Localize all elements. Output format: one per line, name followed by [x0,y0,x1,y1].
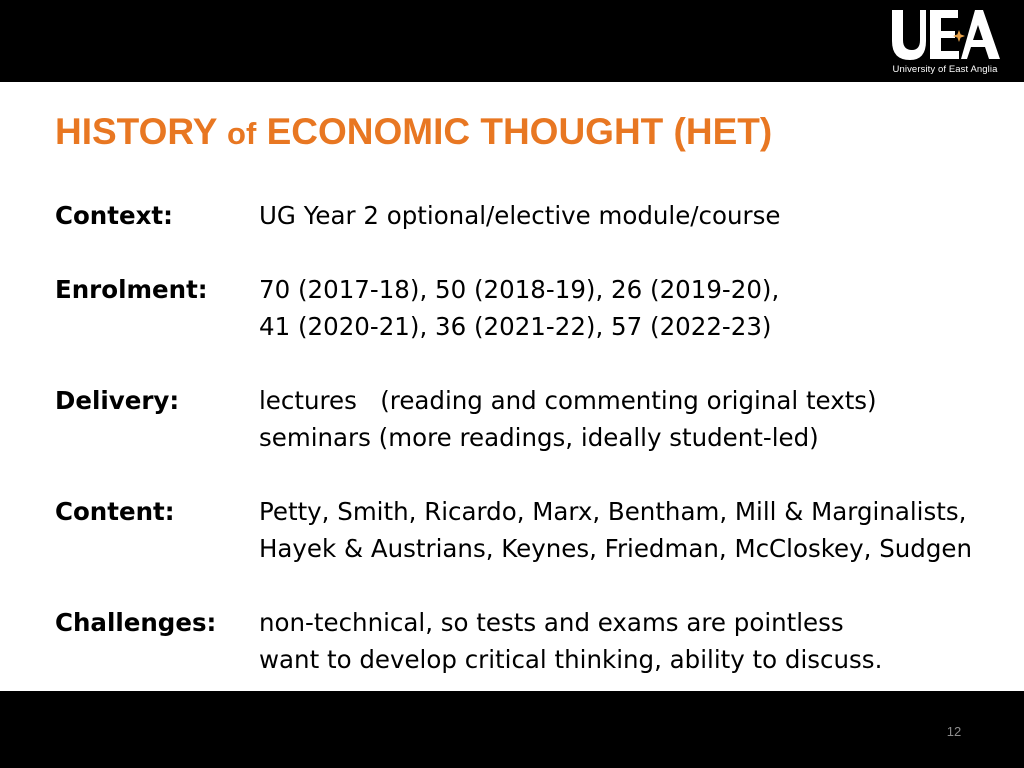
page-title: HISTORY of ECONOMIC THOUGHT (HET) [55,111,773,152]
logo-caption: University of East Anglia [892,64,998,75]
content-body [55,197,1010,678]
challenges-value [259,604,1010,678]
challenges-line-2: want to develop critical thinking, ability to discuss. [259,645,883,674]
delivery-line-2: seminars (more readings, ideally student-led) [259,423,819,452]
delivery-line-1: lectures (reading and commenting original texts) [259,386,877,415]
enrolment-label: Enrolment: [55,275,208,304]
page-number: 12 [946,724,962,739]
content-label: Content: [55,497,175,526]
content-value [259,493,1010,567]
context-line-1: UG Year 2 optional/elective module/course [259,201,781,230]
content-line-2: Hayek & Austrians, Keynes, Friedman, McCloskey, Sudgen [259,534,972,563]
enrolment-row [55,271,1010,345]
challenges-label: Challenges: [55,608,217,637]
context-row [55,197,1010,234]
uea-logo [886,6,1004,78]
delivery-label: Delivery: [55,386,180,415]
footer-bar [0,691,1024,768]
enrolment-value [259,271,1010,345]
content-row [55,493,1010,567]
delivery-row [55,382,1010,456]
enrolment-line-2: 41 (2020-21), 36 (2021-22), 57 (2022-23) [259,312,772,341]
challenges-line-1: non-technical, so tests and exams are pointless [259,608,844,637]
context-label: Context: [55,201,173,230]
context-value [259,197,1010,234]
header-bar [0,0,1024,82]
delivery-value [259,382,1010,456]
enrolment-line-1: 70 (2017-18), 50 (2018-19), 26 (2019-20), [259,275,780,304]
content-line-1: Petty, Smith, Ricardo, Marx, Bentham, Mill & Marginalists, [259,497,967,526]
challenges-row [55,604,1010,678]
uea-logo-mark [886,6,1004,64]
